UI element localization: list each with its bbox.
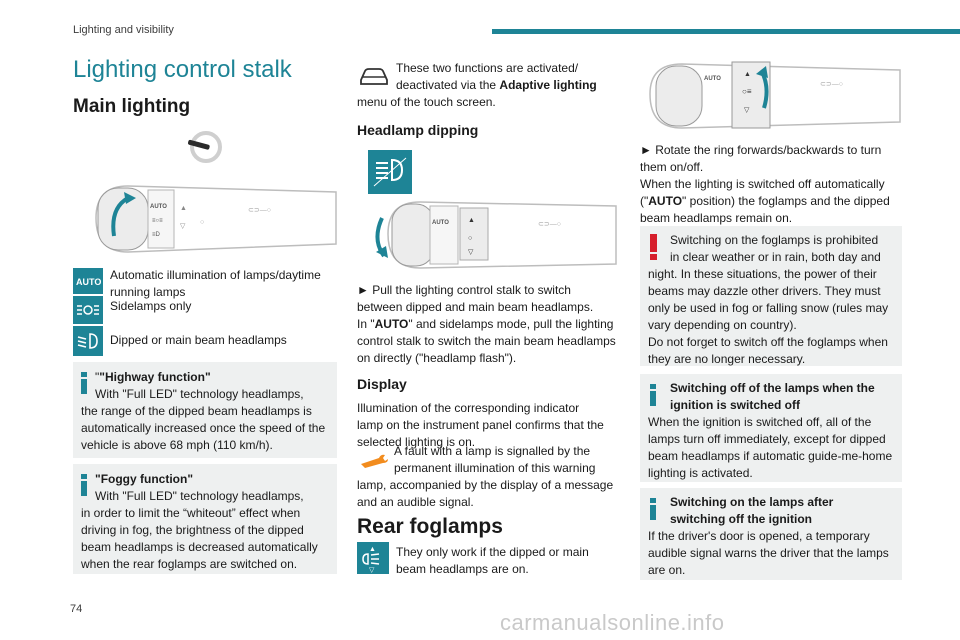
foggy-function-note: "Foggy function" With "Full LED" technology headlamps, in order to limit the “whiteout” effect when driving in fog, the brightness of the dipped beam headlamps is decreased automatically when the rear foglamps are switched on.	[73, 464, 337, 574]
legend-dipped-text: Dipped or main beam headlamps	[110, 333, 287, 347]
info-icon	[650, 498, 656, 525]
header-accent-bar	[492, 29, 960, 34]
svg-text:○: ○	[200, 219, 205, 226]
display-heading: Display	[357, 376, 407, 392]
svg-text:≡D: ≡D	[152, 232, 160, 238]
svg-text:▽: ▽	[369, 567, 375, 574]
lamps-off-ignition-note: Switching off of the lamps when the ignition is switched off When the ignition is switched off, all of the lamps turn off immediately, except for dipped beam headlamps if automatic guide-me-home lighting is activated.	[640, 374, 902, 482]
svg-text:⊂⊃—○: ⊂⊃—○	[248, 207, 271, 214]
svg-text:▲: ▲	[180, 205, 187, 212]
svg-text:○: ○	[468, 235, 473, 242]
highway-function-note: ""Highway function" With "Full LED" technology headlamps, the range of the dipped beam headlamps is automatically increased once the speed of the vehicle is above 68 mph (110 km/h).	[73, 362, 337, 458]
car-lighting-icon	[357, 62, 391, 93]
svg-text:AUTO: AUTO	[150, 204, 167, 210]
svg-text:≡○≡: ≡○≡	[152, 218, 163, 224]
legend-sidelamps-text: Sidelamps only	[110, 299, 192, 313]
page-title: Lighting control stalk	[73, 56, 292, 83]
foglamp-warning-note: Switching on the foglamps is prohibited in clear weather or in rain, both day and night. In these situations, the power of their beams may dazzle other drivers. They must only be used in fog or falling snow (rules may vary depending on country). Do not forget to switch off the foglamps when they are no longer necessary.	[640, 226, 902, 366]
rear-foglamps-heading: Rear foglamps	[357, 515, 503, 538]
rear-foglamp-icon	[357, 542, 389, 574]
legend-auto-text: Automatic illumination of lamps/daytime running lamps	[110, 268, 321, 299]
svg-text:▲: ▲	[744, 71, 751, 78]
svg-text:AUTO: AUTO	[704, 76, 721, 82]
lamps-on-after-ignition-note: Switching on the lamps after switching off the ignition If the driver's door is opened, a temporary audible signal warns the driver that the lamps are on.	[640, 488, 902, 580]
dipped-beam-icon	[73, 326, 103, 356]
svg-text:AUTO: AUTO	[76, 277, 102, 287]
svg-text:▽: ▽	[180, 223, 186, 230]
wrench-warning-icon	[357, 452, 391, 473]
auto-mode-icon	[73, 268, 103, 294]
svg-text:○≡: ○≡	[742, 87, 752, 96]
svg-text:AUTO: AUTO	[432, 220, 449, 226]
svg-text:▲: ▲	[468, 217, 475, 224]
svg-text:▲: ▲	[369, 546, 376, 553]
foglamp-ring-illustration	[640, 58, 902, 134]
exclamation-warning-icon	[650, 234, 657, 265]
main-lighting-heading: Main lighting	[73, 96, 191, 117]
info-icon	[81, 474, 87, 501]
headlamp-dipping-heading: Headlamp dipping	[357, 122, 479, 138]
svg-text:▽: ▽	[468, 249, 474, 256]
stalk-dipping-illustration	[368, 194, 618, 276]
steering-wheel-icon	[186, 130, 224, 164]
sidelamps-icon	[73, 296, 103, 324]
info-icon	[650, 384, 656, 411]
section-header: Lighting and visibility	[73, 24, 174, 36]
info-icon	[81, 372, 87, 399]
watermark: carmanualsonline.info	[500, 610, 725, 635]
svg-text:⊂⊃—○: ⊂⊃—○	[538, 221, 561, 228]
main-beam-icon	[368, 150, 412, 194]
svg-text:⊂⊃—○: ⊂⊃—○	[820, 81, 843, 88]
svg-text:▽: ▽	[744, 107, 750, 114]
page-number: 74	[70, 603, 83, 615]
lighting-stalk-illustration	[88, 178, 338, 262]
